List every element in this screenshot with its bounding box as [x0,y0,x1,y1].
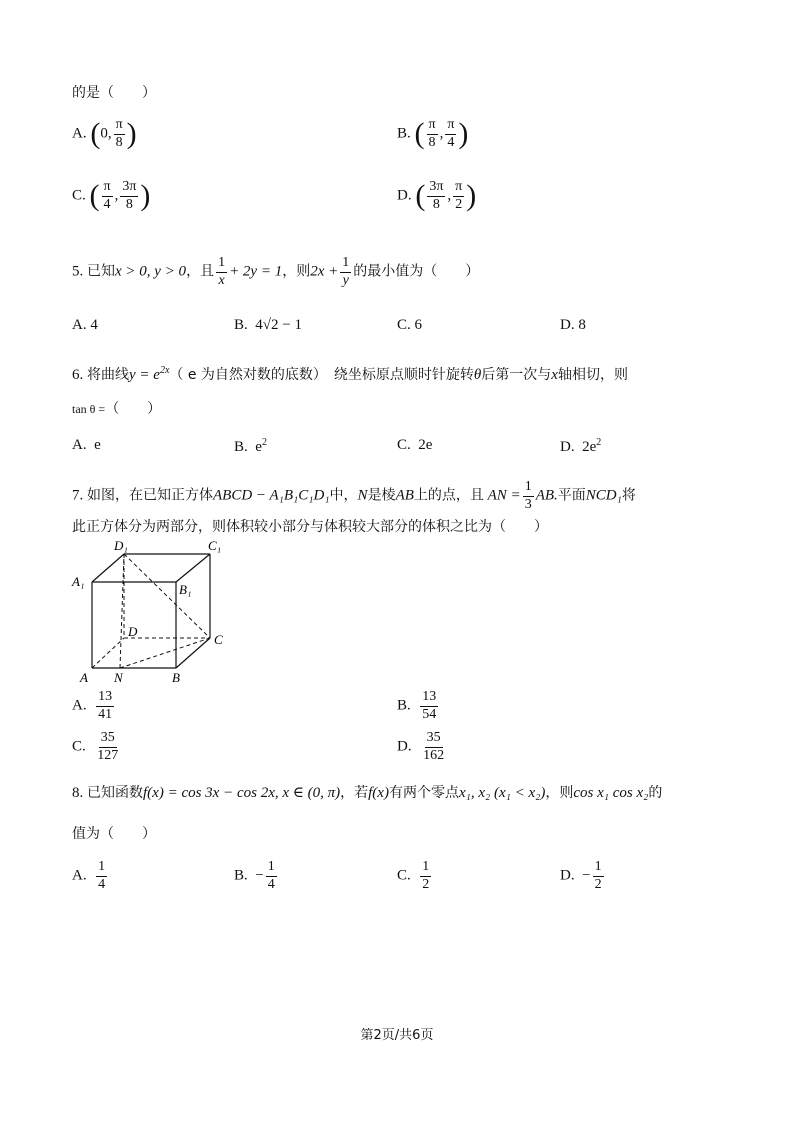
edge-b1-c1 [176,554,210,582]
q7-option-c: C. $\frac{35}{127}$ [72,730,119,763]
edge-a-d-hidden [92,638,124,668]
q7-option-a: A. $\frac{13}{41}$ [72,689,113,722]
segment-n-c [120,638,210,668]
q8-option-a: A. $\frac{1}{4}$ [72,859,106,892]
q6-stem-line1: 6. 将曲线$y = e^{2x}$（ e 为自然对数的底数） 绕坐标原点顺时针旋转θ后第一次与x轴相切，则 [72,365,628,383]
q5-option-a: A. 4 [72,317,98,333]
label-a: A [80,670,88,684]
segment-n-d1 [120,554,124,668]
label-d: D [128,624,138,639]
q4-stem-tail: 的是（ ） [72,85,156,101]
q8-stem-line1: 8. 已知函数f(x) = cos 3x − cos 2x, x ∈ (0, π)，若f(x)有两个零点x₁, x₂ (x₁ < x₂)，则cos x₁ cos x₂的 [72,785,663,801]
label-n: N [114,670,123,684]
edge-a1-d1 [92,554,124,582]
page-footer: 第2页/共6页 [360,1028,434,1043]
label-a1: A₁ [72,574,85,589]
q6-option-a: A. e [72,437,101,453]
q6-option-b: B. $e^2$ [234,437,267,455]
cube-figure [70,536,240,684]
q5-option-c: C. 6 [397,317,423,333]
q8-option-d: D. − $\frac{1}{2}$ [560,859,602,892]
q4-option-b: B. ( $\frac{\pi}{8}$ , $\frac{\pi}{4}$ ) [397,117,469,151]
label-b1: B₁ [179,582,192,597]
edge-b-c [176,638,210,668]
label-c1: C₁ [208,538,222,553]
q4-option-a: A. (0, $\frac{\pi}{8}$ ) [72,117,137,151]
label-c: C [214,632,223,647]
q4-option-c: C. ( $\frac{\pi}{4}$ , $\frac{3\pi}{8}$ ) [72,179,151,213]
q5-option-d: D. 8 [560,317,586,333]
q8-stem-line2: 值为（ ） [72,826,156,842]
q5-option-b: B. 4√2 − 1 [234,317,302,333]
q7-option-b: B. $\frac{13}{54}$ [397,689,437,722]
q8-option-c: C. $\frac{1}{2}$ [397,859,430,892]
q7-option-d: D. $\frac{35}{162}$ [397,730,445,763]
q7-stem-line1: 7. 如图，在已知正方体ABCD − A₁B₁C₁D₁中，N是棱AB上的点，且 AN = $\frac{1}{3}$ AB.平面NCD₁将 [72,479,636,512]
label-d1: D₁ [114,538,128,553]
q7-stem-line2: 此正方体分为两部分，则体积较小部分与体积较大部分的体积之比为（ ） [72,519,548,535]
q6-option-d: D. $2e^2$ [560,437,602,455]
q6-option-c: C. 2e [397,437,433,453]
q4-option-d: D. ( $\frac{3\pi}{8}$ , $\frac{\pi}{2}$ ) [397,179,477,213]
q6-stem-line2: tan θ =（ ） [72,401,162,417]
q5-stem: 5. 已知x > 0, y > 0，且 $\frac{1}{x}$ + 2y = 1，则2x + $\frac{1}{y}$ 的最小值为（ ） [72,255,480,288]
q8-option-b: B. − $\frac{1}{4}$ [234,859,275,892]
label-b: B [172,670,180,684]
